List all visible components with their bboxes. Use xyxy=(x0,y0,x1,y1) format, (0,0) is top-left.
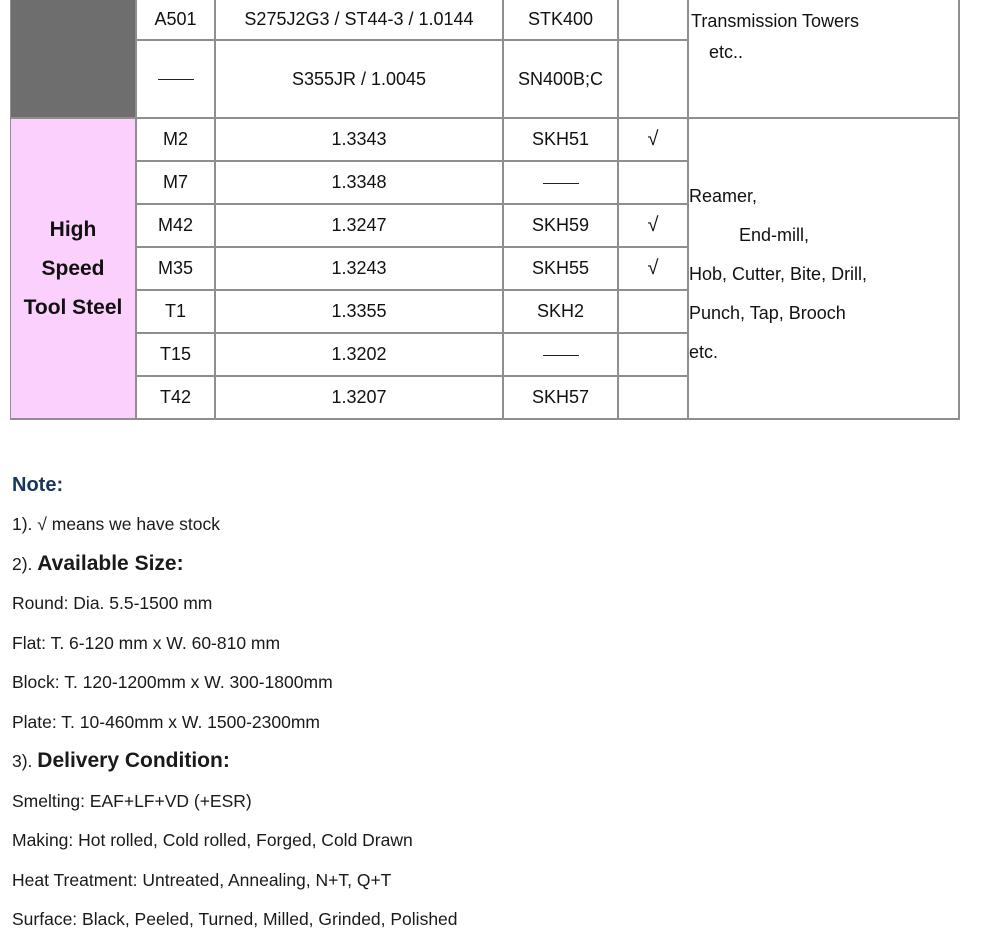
delivery-line: Surface: Black, Peeled, Turned, Milled, Grinded, Polished xyxy=(12,909,458,929)
stock-cell xyxy=(619,41,689,119)
category-label: Tool Steel xyxy=(23,296,123,319)
application-line: End-mill, xyxy=(739,225,810,245)
aisi-cell: M42 xyxy=(137,205,216,248)
table-row xyxy=(11,0,960,41)
aisi-cell: T15 xyxy=(137,334,216,377)
application-line: Punch, Tap, Brooch xyxy=(689,303,846,323)
notes-section xyxy=(12,470,912,944)
din-cell: 1.3247 xyxy=(216,205,504,248)
application-line: Reamer, xyxy=(689,186,758,206)
application-cell xyxy=(689,119,960,420)
delivery-line: Heat Treatment: Untreated, Annealing, N+T, Q+T xyxy=(12,869,392,890)
size-line: Flat: T. 6-120 mm x W. 60-810 mm xyxy=(12,632,281,653)
application-line: etc.. xyxy=(709,42,744,62)
stock-cell xyxy=(619,0,689,41)
delivery-line: Smelting: EAF+LF+VD (+ESR) xyxy=(12,790,252,811)
application-cell xyxy=(689,0,960,119)
din-cell: 1.3243 xyxy=(216,248,504,291)
stock-check-cell xyxy=(619,291,689,334)
note-heading: Note: xyxy=(12,474,64,496)
category-label: Speed xyxy=(41,257,105,280)
aisi-cell: M35 xyxy=(137,248,216,291)
din-cell: 1.3355 xyxy=(216,291,504,334)
size-line: Block: T. 120-1200mm x W. 300-1800mm xyxy=(12,672,333,692)
aisi-cell: T1 xyxy=(137,291,216,334)
jis-cell: STK400 xyxy=(504,0,619,41)
jis-cell xyxy=(504,334,619,377)
din-cell: S275J2G3 / ST44-3 / 1.0144 xyxy=(216,0,504,41)
aisi-cell xyxy=(137,41,216,119)
size-line: Plate: T. 10-460mm x W. 1500-2300mm xyxy=(12,711,321,732)
aisi-cell: M2 xyxy=(137,119,216,162)
category-cell-structural xyxy=(11,0,137,119)
dash-placeholder xyxy=(543,183,579,184)
dash-placeholder xyxy=(158,79,194,80)
jis-cell xyxy=(504,162,619,205)
section-title: Available Size: xyxy=(37,551,184,575)
category-cell-high-speed-tool-steel xyxy=(11,119,137,420)
delivery-line: Making: Hot rolled, Cold rolled, Forged, Cold Drawn xyxy=(12,830,413,850)
din-cell: 1.3343 xyxy=(216,119,504,162)
application-line: Transmission Towers xyxy=(691,11,860,31)
jis-cell: SKH2 xyxy=(504,291,619,334)
din-cell: 1.3202 xyxy=(216,334,504,377)
jis-cell: SN400B;C xyxy=(504,41,619,119)
aisi-cell: A501 xyxy=(137,0,216,41)
jis-cell: SKH55 xyxy=(504,248,619,291)
dash-placeholder xyxy=(543,355,579,356)
din-cell: 1.3348 xyxy=(216,162,504,205)
application-line: etc. xyxy=(689,342,719,362)
stock-check-cell: √ xyxy=(619,205,689,248)
jis-cell: SKH59 xyxy=(504,205,619,248)
steel-grade-table xyxy=(10,0,960,420)
din-cell: S355JR / 1.0045 xyxy=(216,41,504,119)
stock-check-cell xyxy=(619,377,689,420)
stock-check-cell xyxy=(619,334,689,377)
size-line: Round: Dia. 5.5-1500 mm xyxy=(12,593,213,613)
available-size-heading xyxy=(12,549,912,589)
section-number: 3). xyxy=(12,751,38,771)
section-title: Delivery Condition: xyxy=(37,749,230,772)
delivery-condition-heading xyxy=(12,746,912,786)
stock-note: 1). √ means we have stock xyxy=(12,514,221,534)
jis-cell: SKH57 xyxy=(504,377,619,420)
application-line: Hob, Cutter, Bite, Drill, xyxy=(689,264,868,284)
section-number: 2). xyxy=(12,553,38,574)
aisi-cell: M7 xyxy=(137,162,216,205)
category-label: High xyxy=(49,218,97,241)
stock-check-cell xyxy=(619,162,689,205)
stock-check-cell: √ xyxy=(619,248,689,291)
stock-check-cell: √ xyxy=(619,119,689,162)
din-cell: 1.3207 xyxy=(216,377,504,420)
jis-cell: SKH51 xyxy=(504,119,619,162)
table-row xyxy=(11,119,960,162)
aisi-cell: T42 xyxy=(137,377,216,420)
